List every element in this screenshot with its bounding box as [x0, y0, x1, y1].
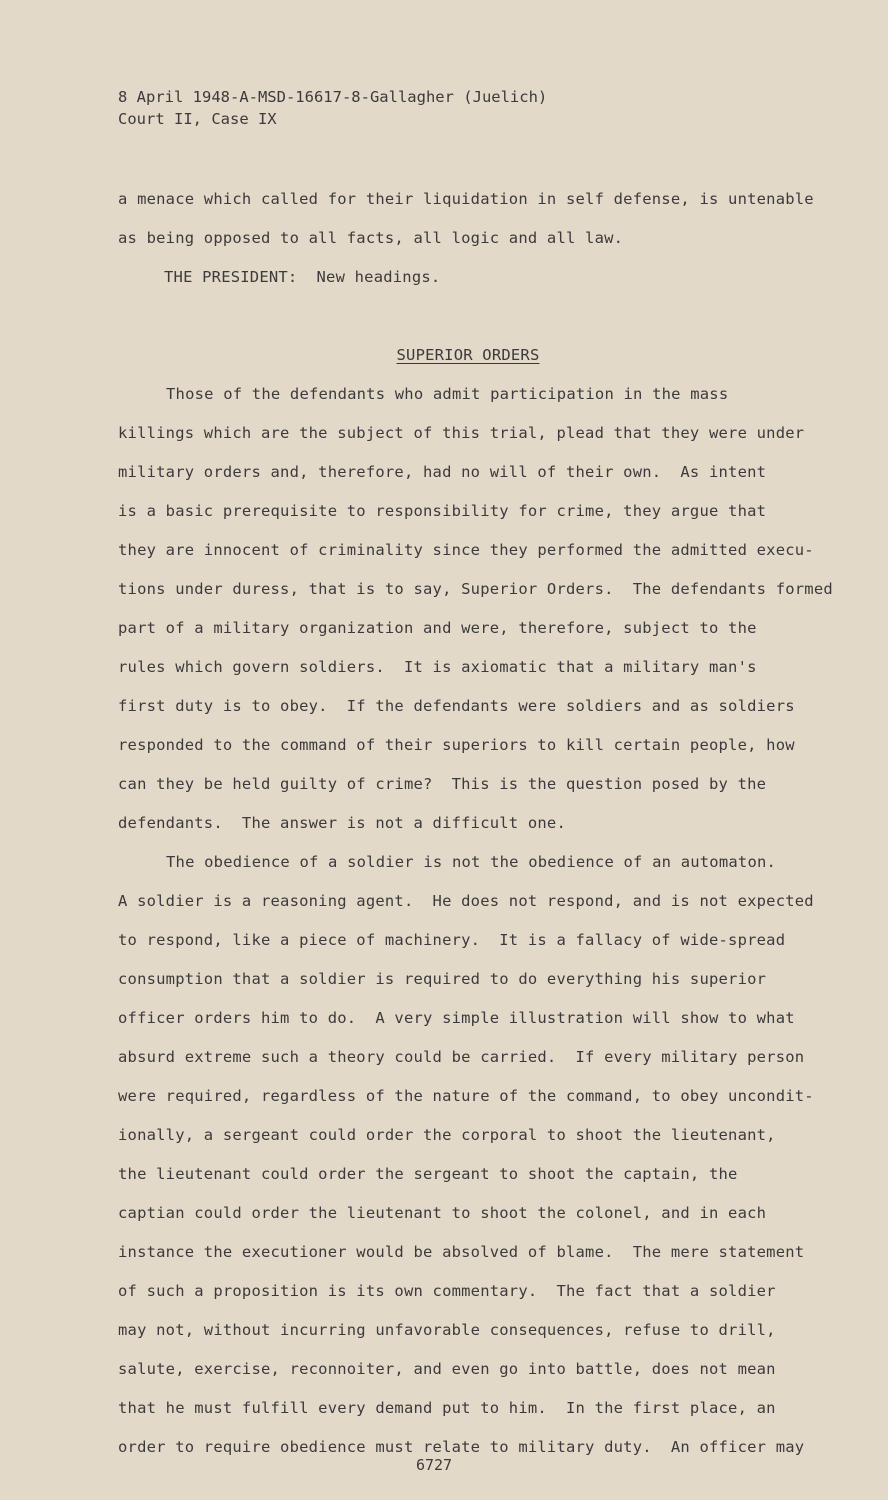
text-line: is a basic prerequisite to responsibility for crime, they argue that: [118, 502, 767, 520]
text-line: can they be held guilty of crime? This is the question posed by the: [118, 775, 767, 793]
text-line: instance the executioner would be absolved of blame. The mere statement: [118, 1243, 805, 1261]
text-line: to respond, like a piece of machinery. It is a fallacy of wide-spread: [118, 931, 786, 949]
header-date-line: 8 April 1948-A-MSD-16617-8-Gallagher (Juelich): [118, 88, 548, 106]
text-line: salute, exercise, reconnoiter, and even go into battle, does not mean: [118, 1360, 776, 1378]
text-line: military orders and, therefore, had no will of their own. As intent: [118, 463, 767, 481]
text-line: absurd extreme such a theory could be carried. If every military person: [118, 1048, 805, 1066]
text-line: order to require obedience must relate to military duty. An officer may: [118, 1438, 805, 1456]
text-line: killings which are the subject of this trial, plead that they were under: [118, 424, 805, 442]
page-number: 6727: [415, 1456, 453, 1474]
text-line: part of a military organization and were, therefore, subject to the: [118, 619, 757, 637]
text-line: A soldier is a reasoning agent. He does not respond, and is not expected: [118, 892, 814, 910]
text-line: ionally, a sergeant could order the corporal to shoot the lieutenant,: [118, 1126, 776, 1144]
text-line: that he must fulfill every demand put to him. In the first place, an: [118, 1399, 776, 1417]
paragraph-first-line: The obedience of a soldier is not the obedience of an automaton.: [166, 853, 777, 871]
text-line: rules which govern soldiers. It is axiomatic that a military man's: [118, 658, 757, 676]
section-heading-text: SUPERIOR ORDERS: [396, 346, 540, 364]
text-line: defendants. The answer is not a difficult one.: [118, 814, 566, 832]
section-heading: [118, 336, 848, 375]
text-line: officer orders him to do. A very simple illustration will show to what: [118, 1009, 795, 1027]
text-line: consumption that a soldier is required to do everything his superior: [118, 970, 767, 988]
document-header: [118, 86, 547, 130]
text-line: as being opposed to all facts, all logic and all law.: [118, 229, 624, 247]
document-body: [118, 180, 848, 1467]
text-line: the lieutenant could order the sergeant to shoot the captain, the: [118, 1165, 738, 1183]
text-line: of such a proposition is its own commentary. The fact that a soldier: [118, 1282, 776, 1300]
paragraph-first-line: Those of the defendants who admit participation in the mass: [166, 385, 729, 403]
text-line: first duty is to obey. If the defendants were soldiers and as soldiers: [118, 697, 795, 715]
text-line: may not, without incurring unfavorable consequences, refuse to drill,: [118, 1321, 776, 1339]
text-line: captian could order the lieutenant to shoot the colonel, and in each: [118, 1204, 767, 1222]
text-line: tions under duress, that is to say, Superior Orders. The defendants formed: [118, 580, 833, 598]
header-court-line: Court II, Case IX: [118, 110, 277, 128]
text-line: responded to the command of their superiors to kill certain people, how: [118, 736, 795, 754]
speaker-line: THE PRESIDENT: New headings.: [164, 268, 441, 286]
text-line: were required, regardless of the nature of the command, to obey uncondit-: [118, 1087, 814, 1105]
text-line: they are innocent of criminality since they performed the admitted execu-: [118, 541, 814, 559]
text-line: a menace which called for their liquidation in self defense, is untenable: [118, 190, 814, 208]
